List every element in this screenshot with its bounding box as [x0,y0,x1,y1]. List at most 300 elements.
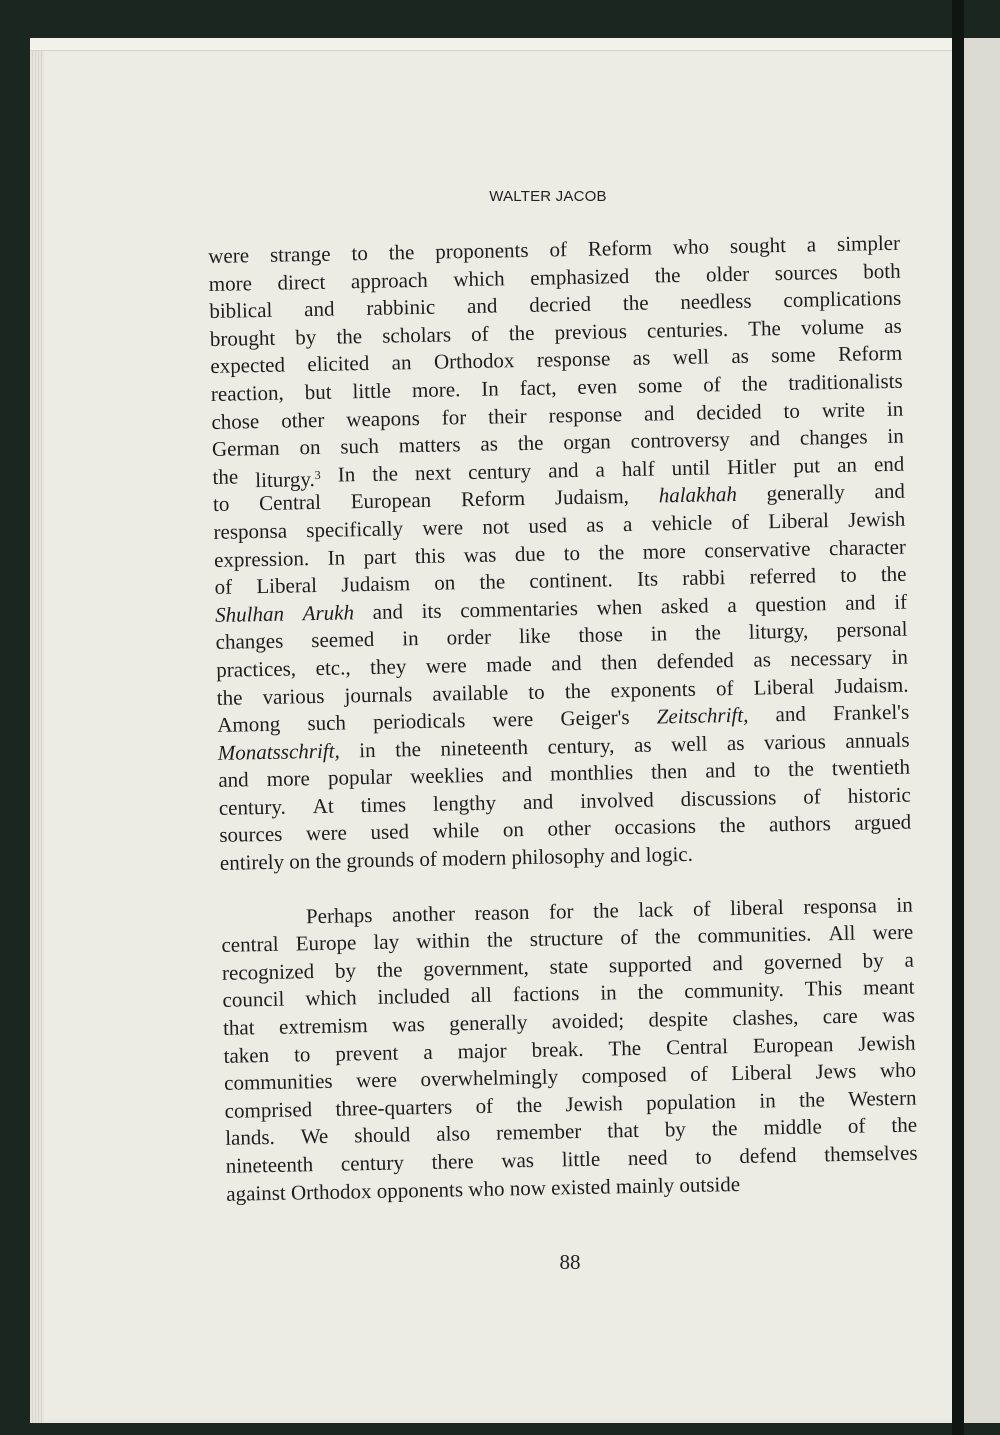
word: Western [847,1085,917,1111]
footnote-marker: 3 [314,467,321,482]
word: to [528,679,545,704]
word: then [600,649,638,675]
word: the [622,290,649,316]
word: prevent [335,1040,399,1066]
word: fact, [519,375,557,401]
word: commentaries [459,595,579,622]
word: direct [277,269,326,295]
paragraph-2 [221,891,919,1208]
word: on [434,570,456,595]
word: twentieth [831,754,911,781]
word: to [840,562,857,588]
word: the [388,240,415,265]
word: the [376,957,403,982]
body-text [208,230,918,1208]
word: the [516,1092,543,1118]
word: Judaism. [834,672,909,698]
word: themselves [824,1140,918,1167]
word: of [715,675,734,700]
word: nineteenth [440,734,529,761]
word: half [621,456,655,481]
word: available [432,679,509,706]
word: asked [660,593,709,619]
word: Geiger's [560,705,630,731]
word: of [731,509,750,534]
word: included [377,983,451,1010]
word: taken [223,1042,270,1068]
word: the [598,539,625,565]
word: Jewish [847,506,906,532]
word: more [642,538,687,564]
word: then [650,759,688,784]
word: rabbi [681,565,726,591]
word: and [522,789,554,814]
word: more [208,270,253,296]
word: an [836,452,858,477]
word: were [305,820,348,846]
word: question [755,590,827,617]
word: and [547,457,579,483]
word: Reform [460,486,526,512]
word: vehicle [651,510,713,536]
word: Liberal [753,673,815,700]
word: lay [373,929,400,955]
word: mainly [615,1172,675,1198]
word: more [266,766,311,792]
word: there [431,1149,474,1174]
word: end [873,451,905,477]
word: responsa [803,892,877,919]
word: in [650,621,668,646]
word: in [896,892,913,917]
word: community. [684,977,785,1004]
word: they [369,654,407,679]
word: In [481,376,500,401]
word: various [763,728,827,755]
word: of [703,372,722,397]
word: and [501,762,533,787]
word: were [425,653,467,678]
word: European [752,1031,834,1058]
word: historic [847,782,911,808]
word: and [372,599,404,624]
word: for [441,404,467,430]
word: in [891,644,909,669]
word: liberal [729,894,784,920]
word: council [222,987,285,1013]
word: the [216,684,243,710]
word: to [212,491,230,517]
word: Frankel's [832,699,910,726]
word: grounds [346,847,415,873]
word: not [482,514,510,539]
word: little [561,1146,601,1172]
word: were [872,919,914,945]
word: in [402,626,419,651]
word: the [741,371,768,396]
word: organ [563,429,612,455]
word: a [727,592,737,617]
word: discussions [680,785,777,811]
word: the [787,756,815,782]
word: expression. [213,545,310,572]
page-top-edge [30,38,955,51]
word: Among [217,711,281,738]
word: as [480,431,499,456]
word: halakhah [658,482,738,508]
word: German [211,435,280,462]
book-gutter [952,0,964,1435]
word: the [880,561,907,587]
word: were [492,706,534,732]
word: the [592,897,619,923]
word: Jewish [565,1091,623,1117]
word: and [303,296,335,322]
word: older [705,261,750,287]
word: opponents [376,1176,464,1203]
word: and [749,426,781,451]
word: a [622,511,633,537]
word: argued [854,810,912,836]
word: lengthy [432,790,497,816]
word: etc., [315,655,351,680]
word: was [501,1147,535,1173]
word: such [307,710,347,736]
word: the [564,678,591,703]
word: involved [580,787,654,813]
word: all [470,983,493,1008]
word: character [828,534,907,560]
word: scholars [381,322,452,348]
word: defended [656,647,735,674]
word: proponents [435,237,529,264]
word: outside [679,1171,741,1197]
word: and [551,650,582,676]
word: modern [441,845,507,871]
word: on [289,849,311,874]
word: the [654,924,681,949]
word: more. [411,377,461,403]
word: on [299,435,321,460]
word: At [312,793,334,818]
word: that [607,1118,640,1143]
word: complications [783,285,902,313]
word: Hitler [726,453,777,479]
word: who [672,234,710,260]
word: little [352,378,392,404]
word: journals [344,681,413,707]
word: government, [423,954,530,981]
word: In [327,544,346,570]
word: European [350,488,432,514]
word: century [340,1150,405,1176]
word: the [212,464,239,489]
word: to [783,398,801,423]
word: Judaism, [554,484,630,510]
word: Europe [295,930,357,956]
word: other [547,816,591,842]
word: an [391,350,412,375]
word: response [536,346,611,373]
word: in [886,396,904,421]
word: recognized [221,958,315,985]
word: sources [219,822,283,848]
word: those [578,622,624,648]
word: Liberal [731,1060,793,1086]
word: and [609,842,641,868]
word: comprised [224,1096,313,1123]
word: exponents [610,676,696,702]
word: popular [327,764,393,791]
word: Reform [837,341,903,367]
word: In [337,461,356,487]
word: of [470,321,489,346]
word: of [803,784,822,809]
word: when [596,594,643,620]
word: structure [529,925,604,952]
word: to [351,240,369,266]
word: the [654,262,681,288]
word: century [467,458,532,484]
word: and [218,767,249,793]
page-stack-edge [30,38,44,1423]
word: Liberal [256,573,318,599]
word: the [395,736,422,762]
word: reaction, [210,380,284,406]
word: of [847,1113,866,1139]
word: part [363,543,397,569]
word: entirely [219,849,285,875]
word: other [280,407,325,433]
word: meant [862,975,915,1000]
word: in [359,737,376,762]
word: We [300,1124,329,1149]
word: well [672,344,710,370]
word: reason [474,899,530,925]
word: Orthodox [290,1178,372,1205]
word: biblical [209,297,273,324]
word: another [391,901,456,927]
word: changes [215,628,284,655]
word: conservative [704,536,811,563]
word: but [304,379,332,405]
word: within [415,928,471,954]
word: to [293,1041,311,1067]
word: the [798,1087,825,1112]
word: avoided; [551,1008,625,1034]
word: on [502,817,525,842]
word: logic. [645,841,694,867]
word: if [893,589,908,614]
word: times [360,792,407,818]
word: Judaism [340,571,411,597]
word: approach [350,267,429,293]
word: needless [680,288,752,315]
word: rabbinic [366,294,436,321]
word: well [670,731,708,756]
word: state [549,953,589,979]
word: specifically [306,516,404,543]
word: for [548,898,574,924]
word: the [479,569,506,594]
word: of [475,1093,494,1118]
word: factions [512,981,580,1007]
word: changes [799,424,868,450]
word: the [719,813,746,838]
word: governed [763,948,843,975]
word: and [844,589,876,615]
word: due [514,541,546,566]
word: extremism [278,1013,368,1039]
word: by [334,958,357,983]
word: in [600,980,617,1006]
word: sources [774,259,838,285]
word: liturgy.$^3$ [255,466,321,492]
word: also [436,1121,471,1147]
word: were [422,515,464,540]
word: All [828,920,856,946]
word: used [370,819,410,845]
word: expected [210,352,286,379]
word: emphasized [529,263,630,290]
running-header: WALTER JACOB [489,188,607,205]
word: its [421,598,442,623]
word: this [414,543,446,568]
word: which [453,265,505,291]
word: their [487,403,527,429]
word: Perhaps [305,902,373,928]
word: need [627,1145,668,1171]
word: used [528,513,568,538]
word: central [221,932,279,958]
word: the [372,461,399,486]
word: sought [729,232,787,258]
word: authors [768,811,831,837]
word: lands. [224,1125,275,1151]
word: in [759,1088,776,1113]
word: the [711,1116,738,1141]
word: the [891,1112,918,1138]
word: next [414,460,452,485]
word: of [620,925,639,950]
word: remember [495,1119,582,1146]
word: matters [398,432,461,458]
word: simpler [836,230,901,256]
word: Liberal [768,508,830,534]
word: order [446,624,492,650]
word: Jewish [858,1030,916,1056]
word: a [904,947,915,972]
word: as [632,345,651,371]
word: major [457,1038,507,1063]
word: now [509,1175,547,1200]
word: Central [258,490,322,516]
word: such [340,433,380,459]
word: as [731,344,750,369]
word: supported [608,951,692,978]
word: and [466,293,498,319]
word: various [262,683,325,709]
word: volume [800,314,865,340]
word: who [468,1176,505,1201]
word: in [887,423,904,449]
word: communities. [697,921,812,948]
word: occasions [614,814,697,840]
word: the [517,430,544,456]
word: put [792,453,821,478]
word: the [637,979,664,1005]
word: the [694,620,722,646]
word: Reform [587,235,653,261]
word: was [881,1002,916,1028]
word: composed [581,1062,667,1089]
word: against [226,1180,286,1206]
word: a [806,232,817,257]
word: of [214,574,233,600]
word: Arukh [302,599,355,625]
word: century, [547,732,615,759]
word: necessary [790,645,873,671]
word: liturgy, [748,618,809,644]
word: centuries. [646,316,729,343]
word: and [712,950,744,976]
word: personal [836,616,908,643]
word: Monatsschrift, [217,738,340,765]
word: overwhelmingly [420,1064,559,1092]
word: of [690,1061,709,1087]
word: chose [211,408,260,434]
word: elicited [307,351,370,377]
word: existed [550,1174,611,1200]
word: like [518,623,551,649]
word: break. [531,1036,584,1062]
word: as [633,732,652,757]
word: referred [749,563,817,589]
word: who [879,1057,917,1083]
word: until [671,455,711,480]
word: The [747,315,782,341]
word: continent. [529,567,613,594]
word: of [419,846,438,872]
word: care [822,1003,858,1029]
word: some [637,372,683,398]
word: three-quarters [335,1094,453,1121]
paragraph-1 [208,230,912,878]
word: The [608,1035,642,1061]
word: which [305,985,357,1011]
word: and [705,758,736,783]
word: write [821,396,866,422]
word: generally [766,480,845,506]
word: even [577,374,618,399]
facing-page-edge [958,38,1000,1423]
word: decried [528,291,592,318]
word: Zeitschrift, [656,702,749,729]
word: made [485,651,532,677]
word: Jews [815,1058,857,1084]
word: weeklies [409,763,484,789]
word: despite [648,1006,709,1032]
word: was [391,1012,425,1037]
word: and [874,479,906,504]
word: by [862,948,884,973]
word: to [753,757,771,782]
word: Its [636,566,659,591]
word: of [692,896,711,921]
word: philosophy [511,843,606,870]
word: to [563,540,581,565]
word: seemed [311,627,375,653]
